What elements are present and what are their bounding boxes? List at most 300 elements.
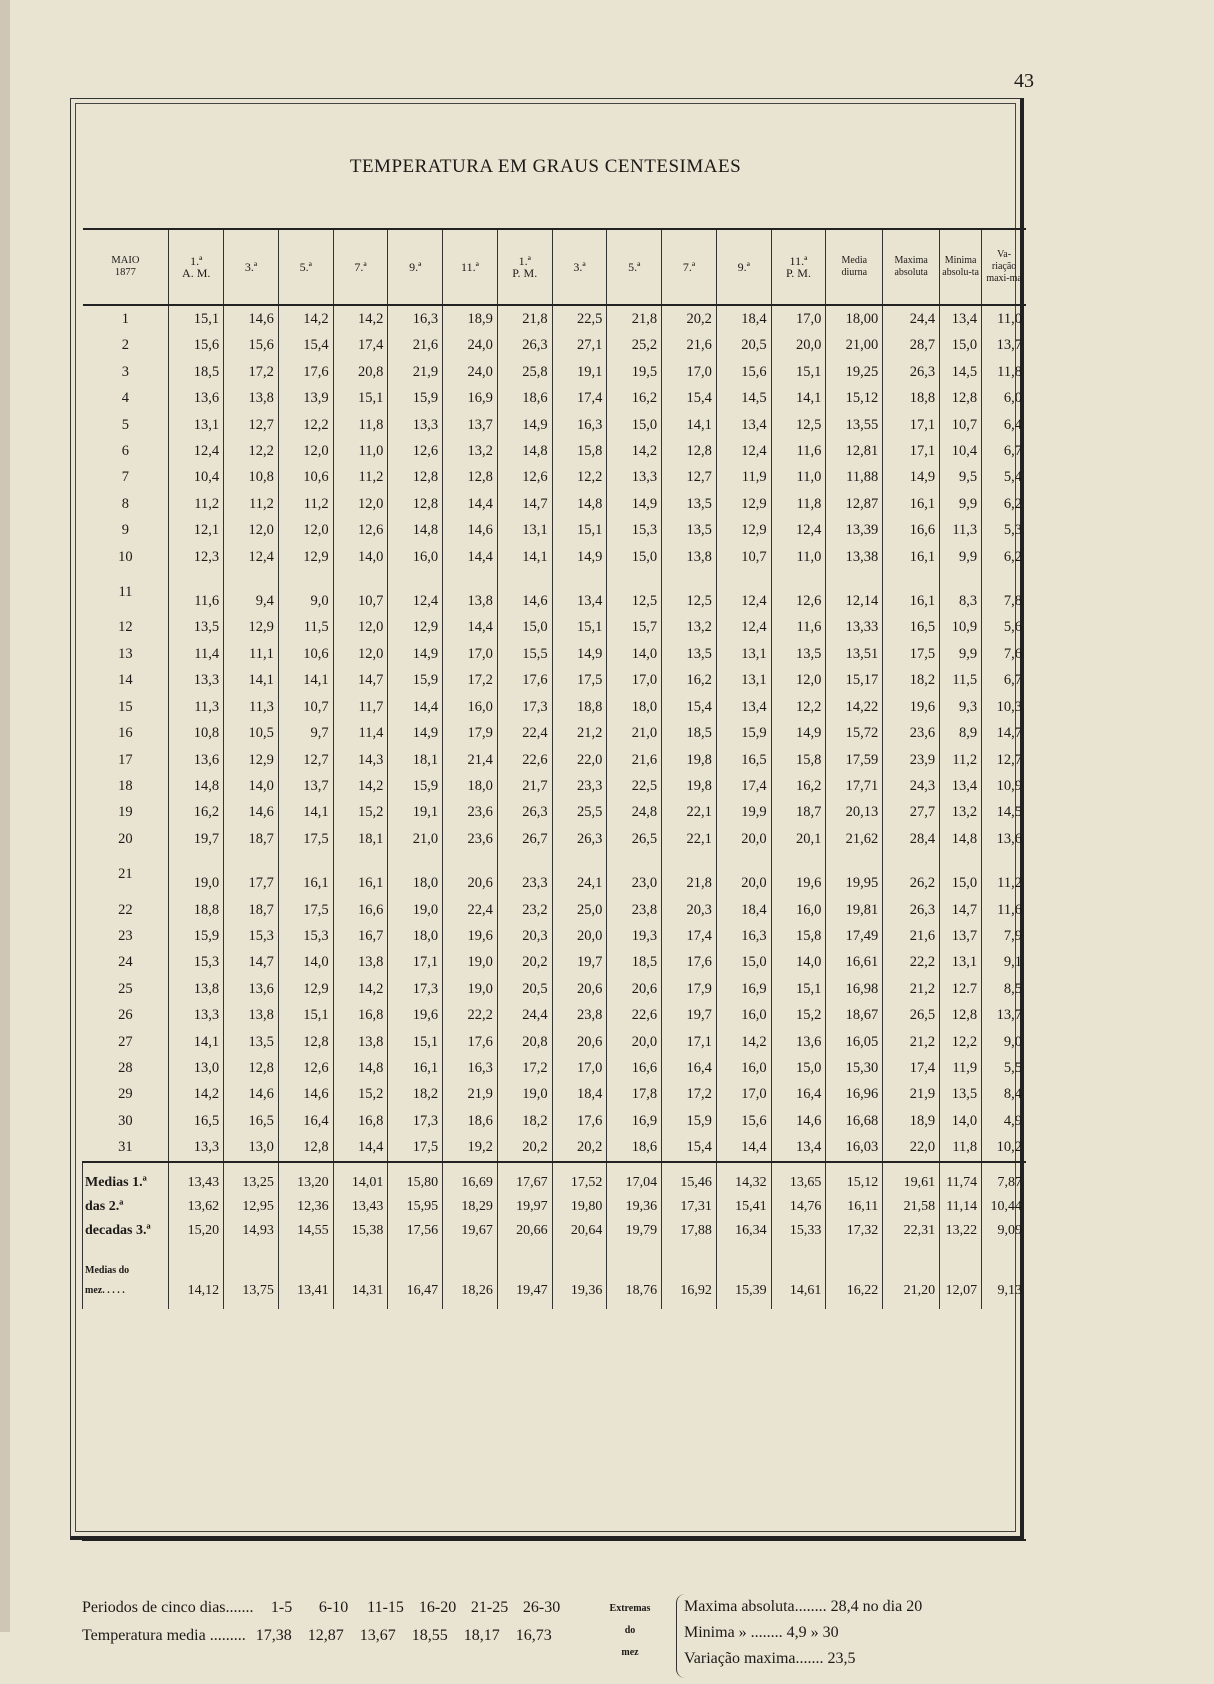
- column-header-line-2: diurna: [841, 267, 868, 278]
- column-header-line-2: 1877: [114, 267, 136, 278]
- value-cell: 27,7: [883, 799, 940, 825]
- value-cell: 25,5: [552, 799, 607, 825]
- value-cell: 12,7: [662, 464, 717, 490]
- month-mean-cell: 21,20: [883, 1243, 940, 1309]
- value-cell: 13,6: [224, 976, 279, 1002]
- column-header-line-1: 3.ª: [573, 260, 586, 274]
- value-cell: 18,2: [883, 667, 940, 693]
- value-cell: 17,2: [662, 1081, 717, 1107]
- value-cell: 16,3: [552, 412, 607, 438]
- decade-mean-cell: 17,31: [662, 1195, 717, 1219]
- value-cell: 12,9: [278, 976, 333, 1002]
- table-row: [83, 359, 1027, 385]
- value-cell: 11,1: [224, 641, 279, 667]
- value-cell: 18,6: [443, 1108, 498, 1134]
- value-cell: 9,9: [940, 544, 982, 570]
- value-cell: 13,5: [224, 1029, 279, 1055]
- column-header-line-1: 7.ª: [682, 260, 696, 274]
- day-cell: 20: [118, 830, 133, 847]
- value-cell: 15,1: [333, 385, 388, 411]
- value-cell: 11,5: [278, 614, 333, 640]
- value-cell: 9,5: [940, 464, 982, 490]
- table-header-row: [83, 229, 1027, 305]
- value-cell: 17,9: [662, 976, 717, 1002]
- decade-mean-cell: 20,66: [497, 1219, 552, 1243]
- month-mean-cell: 13,75: [224, 1243, 279, 1309]
- value-cell: 13,1: [169, 412, 224, 438]
- value-cell: 13,6: [771, 1029, 826, 1055]
- value-cell: 15,9: [169, 923, 224, 949]
- value-cell: 15,6: [169, 332, 224, 358]
- column-header-line-1: 9.ª: [409, 260, 422, 274]
- value-cell: 15,0: [607, 412, 662, 438]
- value-cell: 15,8: [771, 747, 826, 773]
- value-cell: 15,4: [662, 1134, 717, 1161]
- extremas-line-2: do: [624, 1625, 636, 1636]
- value-cell: 12,0: [333, 614, 388, 640]
- decade-mean-cell: 19,79: [607, 1219, 662, 1243]
- value-cell: 21,8: [662, 852, 717, 896]
- value-cell: 16,3: [388, 305, 443, 332]
- value-cell: 26,3: [497, 332, 552, 358]
- value-cell: 22,0: [883, 1134, 940, 1161]
- value-cell: 20,6: [607, 976, 662, 1002]
- column-header: [497, 229, 552, 305]
- value-cell: 9,7: [278, 720, 333, 746]
- decade-mean-cell: 16,34: [716, 1219, 771, 1243]
- month-mean-cell: 13,41: [278, 1243, 333, 1309]
- value-cell: 19,7: [169, 826, 224, 852]
- value-cell: 18,4: [552, 1081, 607, 1107]
- value-cell: 14,8: [388, 517, 443, 543]
- value-cell: 15,1: [388, 1029, 443, 1055]
- value-cell: 14,7: [940, 897, 982, 923]
- value-cell: 22,0: [552, 747, 607, 773]
- decade-mean-cell: 15,80: [388, 1162, 443, 1195]
- value-cell: 10,9: [982, 773, 1026, 799]
- column-header: [883, 229, 940, 305]
- value-cell: 11,0: [771, 464, 826, 490]
- decade-mean-cell: 13,43: [169, 1162, 224, 1195]
- value-cell: 8,5: [982, 976, 1026, 1002]
- day-cell: 21: [118, 866, 133, 883]
- value-cell: 6,2: [982, 491, 1026, 517]
- value-cell: 18,0: [388, 923, 443, 949]
- value-cell: 26,7: [497, 826, 552, 852]
- value-cell: 23,2: [497, 897, 552, 923]
- value-cell: 14,9: [771, 720, 826, 746]
- value-cell: 16,98: [826, 976, 883, 1002]
- value-cell: 14,6: [224, 1081, 279, 1107]
- value-cell: 16,61: [826, 949, 883, 975]
- value-cell: 17,1: [662, 1029, 717, 1055]
- value-cell: 14,0: [607, 641, 662, 667]
- value-cell: 13,55: [826, 412, 883, 438]
- value-cell: 13,5: [940, 1081, 982, 1107]
- table-row: [83, 1134, 1027, 1161]
- column-header: [662, 229, 717, 305]
- value-cell: 14,6: [224, 305, 279, 332]
- column-header: [607, 229, 662, 305]
- value-cell: 13,7: [443, 412, 498, 438]
- table-row: [83, 1055, 1027, 1081]
- value-cell: 16,5: [883, 614, 940, 640]
- value-cell: 14,4: [443, 544, 498, 570]
- value-cell: 13,4: [771, 1134, 826, 1161]
- value-cell: 15,4: [662, 385, 717, 411]
- value-cell: 21,6: [388, 332, 443, 358]
- value-cell: 14,7: [982, 720, 1026, 746]
- extremas-label: [600, 1598, 660, 1664]
- value-cell: 8,9: [940, 720, 982, 746]
- decade-mean-cell: 11,74: [940, 1162, 982, 1195]
- value-cell: 14,4: [333, 1134, 388, 1161]
- value-cell: 18,6: [607, 1134, 662, 1161]
- value-cell: 22,5: [607, 773, 662, 799]
- value-cell: 13,8: [333, 949, 388, 975]
- value-cell: 14,6: [771, 1108, 826, 1134]
- value-cell: 12,0: [224, 517, 279, 543]
- max-variation: Variação maxima....... 23,5: [684, 1650, 856, 1667]
- value-cell: 15,9: [388, 667, 443, 693]
- value-cell: 12,4: [716, 570, 771, 614]
- value-cell: 18,00: [826, 305, 883, 332]
- value-cell: 19,3: [607, 923, 662, 949]
- day-cell: 7: [121, 469, 130, 486]
- value-cell: 4,9: [982, 1108, 1026, 1134]
- value-cell: 13,9: [278, 385, 333, 411]
- value-cell: 16,9: [716, 976, 771, 1002]
- value-cell: 10,7: [716, 544, 771, 570]
- value-cell: 11,6: [169, 570, 224, 614]
- extremas-line-3: mez: [621, 1647, 639, 1658]
- extremas-block: [684, 1594, 1026, 1672]
- column-header: [333, 229, 388, 305]
- value-cell: 6,7: [982, 438, 1026, 464]
- value-cell: 15,17: [826, 667, 883, 693]
- value-cell: 5,3: [982, 517, 1026, 543]
- value-cell: 19,8: [662, 773, 717, 799]
- decade-mean-row: [83, 1219, 1027, 1243]
- value-cell: 13,4: [940, 773, 982, 799]
- temperature-table: [82, 228, 1026, 1309]
- max-absolute: Maxima absoluta........ 28,4 no dia 20: [684, 1598, 923, 1615]
- value-cell: 26,5: [607, 826, 662, 852]
- column-header: [982, 229, 1026, 305]
- value-cell: 21,9: [883, 1081, 940, 1107]
- value-cell: 17,3: [497, 694, 552, 720]
- value-cell: 15,9: [716, 720, 771, 746]
- value-cell: 14,9: [883, 464, 940, 490]
- value-cell: 14,2: [278, 305, 333, 332]
- value-cell: 12,81: [826, 438, 883, 464]
- value-cell: 15,1: [278, 1002, 333, 1028]
- value-cell: 12,6: [771, 570, 826, 614]
- value-cell: 18,0: [607, 694, 662, 720]
- decade-label: [83, 1219, 169, 1243]
- decade-mean-cell: 15,12: [826, 1162, 883, 1195]
- column-header-line-2: A. M.: [182, 266, 211, 280]
- value-cell: 16,9: [607, 1108, 662, 1134]
- table-frame-inner: [75, 103, 1022, 1667]
- value-cell: 14,2: [607, 438, 662, 464]
- value-cell: 14,1: [497, 544, 552, 570]
- value-cell: 20,6: [552, 1029, 607, 1055]
- column-header-line-1: 5.ª: [299, 260, 312, 274]
- value-cell: 11,9: [716, 464, 771, 490]
- value-cell: 20,0: [716, 852, 771, 896]
- decade-mean-cell: 21,58: [883, 1195, 940, 1219]
- value-cell: 19,0: [388, 897, 443, 923]
- value-cell: 17,6: [443, 1029, 498, 1055]
- value-cell: 7,8: [982, 570, 1026, 614]
- value-cell: 9,9: [940, 491, 982, 517]
- value-cell: 12,8: [388, 491, 443, 517]
- period-2: 6-10: [318, 1599, 349, 1616]
- table-row: [83, 614, 1027, 640]
- value-cell: 22,2: [883, 949, 940, 975]
- value-cell: 14,5: [716, 385, 771, 411]
- value-cell: 19,25: [826, 359, 883, 385]
- value-cell: 6,2: [982, 544, 1026, 570]
- value-cell: 13,1: [716, 641, 771, 667]
- column-header-line-1: 5.ª: [628, 260, 641, 274]
- value-cell: 20,2: [497, 1134, 552, 1161]
- value-cell: 12,0: [278, 517, 333, 543]
- value-cell: 14,7: [333, 667, 388, 693]
- value-cell: 18,1: [333, 826, 388, 852]
- value-cell: 14,1: [278, 799, 333, 825]
- value-cell: 24,0: [443, 332, 498, 358]
- value-cell: 19,0: [443, 949, 498, 975]
- decade-mean-cell: 15,33: [771, 1219, 826, 1243]
- value-cell: 11,7: [333, 694, 388, 720]
- month-mean-cell: 16,22: [826, 1243, 883, 1309]
- value-cell: 15,72: [826, 720, 883, 746]
- value-cell: 15,0: [716, 949, 771, 975]
- value-cell: 20,1: [771, 826, 826, 852]
- table-row: [83, 923, 1027, 949]
- value-cell: 11,0: [982, 305, 1026, 332]
- value-cell: 18,5: [662, 720, 717, 746]
- table-row: [83, 412, 1027, 438]
- column-header: [552, 229, 607, 305]
- value-cell: 12,2: [278, 412, 333, 438]
- day-cell: 6: [121, 443, 130, 460]
- value-cell: 13,6: [169, 747, 224, 773]
- month-mean-row: [83, 1243, 1027, 1309]
- decade-mean-cell: 15,46: [662, 1162, 717, 1195]
- value-cell: 22,2: [443, 1002, 498, 1028]
- value-cell: 23,3: [552, 773, 607, 799]
- value-cell: 14,0: [771, 949, 826, 975]
- column-header-line-2: P. M.: [785, 266, 811, 280]
- value-cell: 12,5: [607, 570, 662, 614]
- value-cell: 13,6: [169, 385, 224, 411]
- decade-mean-cell: 14,55: [278, 1219, 333, 1243]
- period-6: 26-30: [522, 1599, 561, 1616]
- value-cell: 23,8: [552, 1002, 607, 1028]
- value-cell: 12,0: [278, 438, 333, 464]
- value-cell: 16,6: [883, 517, 940, 543]
- decade-mean-cell: 18,29: [443, 1195, 498, 1219]
- value-cell: 23,6: [443, 799, 498, 825]
- value-cell: 26,5: [883, 1002, 940, 1028]
- value-cell: 25,2: [607, 332, 662, 358]
- value-cell: 24,0: [443, 359, 498, 385]
- value-cell: 17,0: [771, 305, 826, 332]
- value-cell: 13,0: [169, 1055, 224, 1081]
- value-cell: 15,6: [716, 1108, 771, 1134]
- value-cell: 19,9: [716, 799, 771, 825]
- month-mean-cell: 12,07: [940, 1243, 982, 1309]
- decade-mean-cell: 20,64: [552, 1219, 607, 1243]
- value-cell: 20,0: [607, 1029, 662, 1055]
- decade-mean-cell: 7,87: [982, 1162, 1026, 1195]
- day-cell: 15: [118, 698, 133, 715]
- value-cell: 12,9: [224, 747, 279, 773]
- table-row: [83, 438, 1027, 464]
- value-cell: 16,4: [278, 1108, 333, 1134]
- value-cell: 14,1: [771, 385, 826, 411]
- value-cell: 12,8: [278, 1029, 333, 1055]
- value-cell: 20,0: [552, 923, 607, 949]
- column-header: [443, 229, 498, 305]
- summary-separator: [82, 1539, 1026, 1541]
- decade-mean-cell: 16,11: [826, 1195, 883, 1219]
- value-cell: 14,6: [278, 1081, 333, 1107]
- value-cell: 12,7: [224, 412, 279, 438]
- column-header-line-1: 11.ª: [461, 260, 479, 274]
- value-cell: 9,9: [940, 641, 982, 667]
- value-cell: 18,0: [388, 852, 443, 896]
- value-cell: 16,0: [771, 897, 826, 923]
- value-cell: 14,5: [940, 359, 982, 385]
- value-cell: 21,0: [388, 826, 443, 852]
- decade-mean-cell: 15,38: [333, 1219, 388, 1243]
- value-cell: 24,8: [607, 799, 662, 825]
- day-cell: 27: [118, 1033, 133, 1050]
- value-cell: 22,1: [662, 799, 717, 825]
- value-cell: 12,0: [771, 667, 826, 693]
- decade-label: [83, 1195, 169, 1219]
- decade-mean-cell: 12,95: [224, 1195, 279, 1219]
- value-cell: 17,2: [224, 359, 279, 385]
- value-cell: 16,0: [388, 544, 443, 570]
- value-cell: 14,4: [443, 614, 498, 640]
- value-cell: 11,8: [771, 491, 826, 517]
- decade-mean-cell: 10,44: [982, 1195, 1026, 1219]
- table-row: [83, 1029, 1027, 1055]
- value-cell: 16,0: [443, 694, 498, 720]
- value-cell: 16,1: [883, 570, 940, 614]
- column-header-line-1: 9.ª: [737, 260, 750, 274]
- table-row: [83, 570, 1027, 614]
- value-cell: 14,4: [388, 694, 443, 720]
- value-cell: 10,7: [278, 694, 333, 720]
- value-cell: 17,4: [552, 385, 607, 411]
- value-cell: 12,6: [388, 438, 443, 464]
- table-row: [83, 385, 1027, 411]
- value-cell: 17,1: [883, 438, 940, 464]
- column-header-line-1: Minima: [944, 255, 977, 266]
- value-cell: 12,4: [388, 570, 443, 614]
- value-cell: 12.7: [940, 976, 982, 1002]
- value-cell: 12,9: [388, 614, 443, 640]
- value-cell: 23,8: [607, 897, 662, 923]
- value-cell: 24,4: [883, 305, 940, 332]
- value-cell: 22,1: [662, 826, 717, 852]
- decade-label-text: decadas: [85, 1222, 133, 1238]
- value-cell: 17,1: [388, 949, 443, 975]
- value-cell: 11,2: [169, 491, 224, 517]
- value-cell: 16,1: [278, 852, 333, 896]
- period-5: 21-25: [470, 1599, 509, 1616]
- value-cell: 14,8: [940, 826, 982, 852]
- value-cell: 20,6: [552, 976, 607, 1002]
- value-cell: 26,2: [883, 852, 940, 896]
- value-cell: 17,1: [883, 412, 940, 438]
- value-cell: 13,8: [443, 570, 498, 614]
- value-cell: 18,67: [826, 1002, 883, 1028]
- decade-mean-cell: 14,76: [771, 1195, 826, 1219]
- value-cell: 15,3: [224, 923, 279, 949]
- value-cell: 17,0: [662, 359, 717, 385]
- value-cell: 16,1: [333, 852, 388, 896]
- decade-mean-row: [83, 1162, 1027, 1195]
- month-mean-label: [83, 1243, 169, 1309]
- value-cell: 14,3: [333, 747, 388, 773]
- value-cell: 13,7: [278, 773, 333, 799]
- value-cell: 11,6: [982, 897, 1026, 923]
- value-cell: 13,5: [662, 491, 717, 517]
- value-cell: 13,8: [224, 385, 279, 411]
- value-cell: 17,2: [443, 667, 498, 693]
- value-cell: 21,9: [388, 359, 443, 385]
- value-cell: 18,7: [771, 799, 826, 825]
- decade-mean-cell: 14,01: [333, 1162, 388, 1195]
- value-cell: 13,7: [982, 1002, 1026, 1028]
- value-cell: 16,96: [826, 1081, 883, 1107]
- value-cell: 21,8: [497, 305, 552, 332]
- value-cell: 15,2: [771, 1002, 826, 1028]
- value-cell: 13,2: [940, 799, 982, 825]
- value-cell: 15,2: [333, 1081, 388, 1107]
- value-cell: 19,81: [826, 897, 883, 923]
- table-body: [83, 305, 1027, 1309]
- value-cell: 10,8: [169, 720, 224, 746]
- value-cell: 17,7: [224, 852, 279, 896]
- value-cell: 11,8: [940, 1134, 982, 1161]
- value-cell: 11,2: [940, 747, 982, 773]
- value-cell: 14,0: [940, 1108, 982, 1134]
- value-cell: 20,0: [771, 332, 826, 358]
- decade-mean-cell: 13,25: [224, 1162, 279, 1195]
- value-cell: 18,5: [169, 359, 224, 385]
- value-cell: 16,3: [443, 1055, 498, 1081]
- day-cell: 13: [118, 645, 133, 662]
- column-header-line-1: MAIO: [111, 255, 140, 266]
- value-cell: 24,3: [883, 773, 940, 799]
- value-cell: 16,4: [662, 1055, 717, 1081]
- value-cell: 9,0: [278, 570, 333, 614]
- value-cell: 15,8: [552, 438, 607, 464]
- value-cell: 17,6: [552, 1108, 607, 1134]
- value-cell: 9,4: [224, 570, 279, 614]
- table-row: [83, 720, 1027, 746]
- page-title: TEMPERATURA EM GRAUS CENTESIMAES: [349, 156, 742, 177]
- value-cell: 18,0: [443, 773, 498, 799]
